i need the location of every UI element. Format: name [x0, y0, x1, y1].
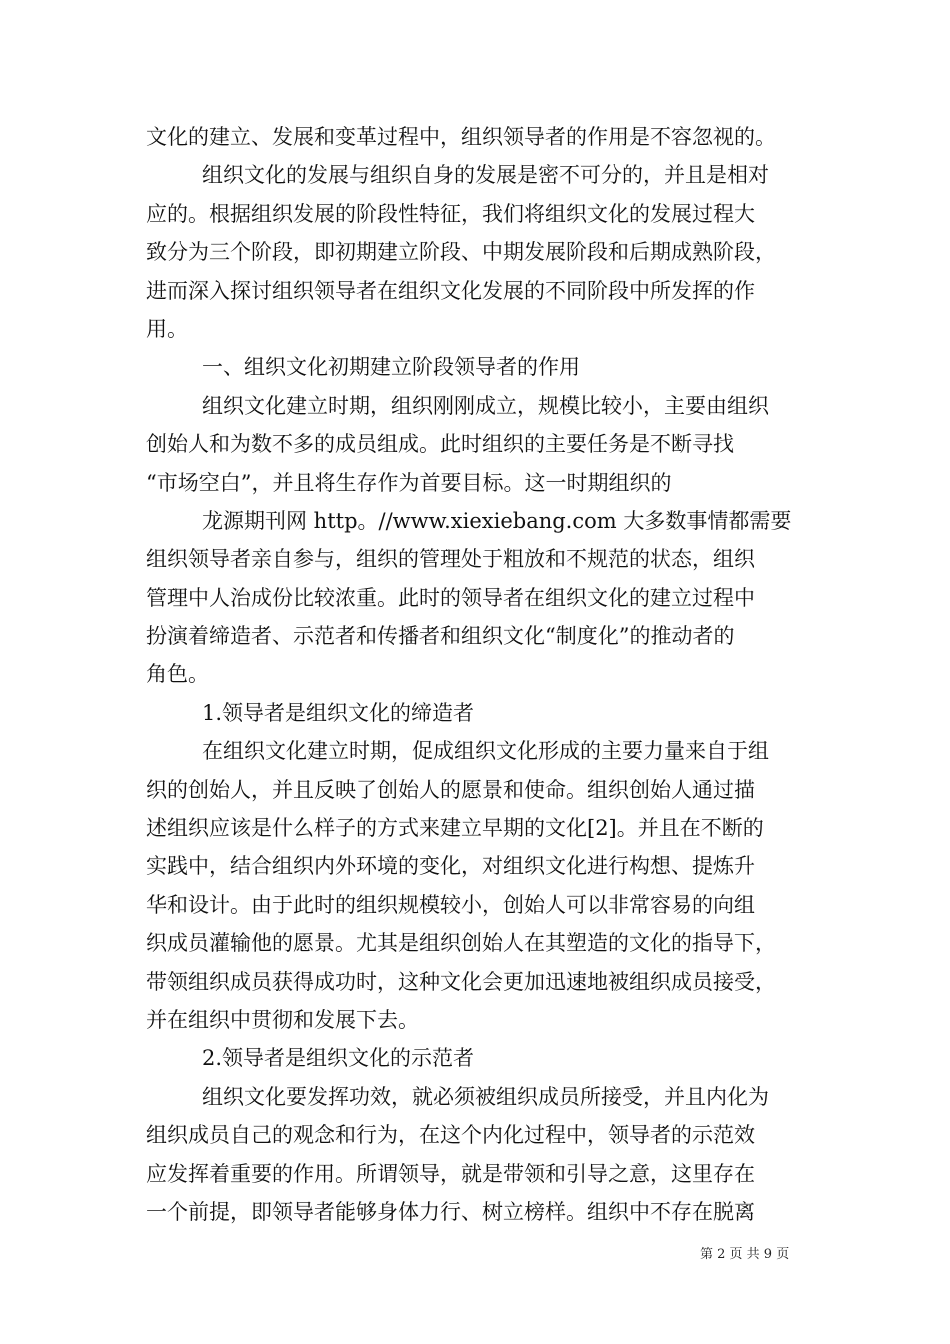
text-line: 应发挥着重要的作用。所谓领导，就是带领和引导之意，这里存在	[146, 1161, 755, 1186]
text-line: 进而深入探讨组织领导者在组织文化发展的不同阶段中所发挥的作	[146, 278, 755, 303]
text-line: 华和设计。由于此时的组织规模较小，创始人可以非常容易的向组	[146, 892, 755, 917]
text-line: 龙源期刊网 http。//www.xiexiebang.com 大多数事情都需要	[202, 508, 792, 533]
text-line: 文化的建立、发展和变革过程中，组织领导者的作用是不容忽视的。	[146, 125, 776, 149]
text-line: 角色。	[146, 662, 209, 687]
text-line: 2.领导者是组织文化的示范者	[202, 1046, 475, 1071]
text-line: “市场空白”，并且将生存作为首要目标。这一时期组织的	[146, 470, 672, 495]
text-line: 一个前提，即领导者能够身体力行、树立榜样。组织中不存在脱离	[146, 1199, 755, 1224]
text-line: 用。	[146, 316, 188, 341]
text-line: 并在组织中贯彻和发展下去。	[146, 1007, 419, 1032]
text-line: 组织领导者亲自参与，组织的管理处于粗放和不规范的状态，组织	[146, 547, 755, 572]
text-line: 织成员灌输他的愿景。尤其是组织创始人在其塑造的文化的指导下，	[146, 931, 776, 956]
text-line: 组织文化建立时期，组织刚刚成立，规模比较小，主要由组织	[202, 393, 769, 418]
text-line: 一、组织文化初期建立阶段领导者的作用	[202, 355, 580, 380]
text-line: 应的。根据组织发展的阶段性特征，我们将组织文化的发展过程大	[146, 201, 755, 226]
text-line: 扮演着缔造者、示范者和传播者和组织文化“制度化”的推动者的	[146, 624, 735, 649]
text-line: 组织文化的发展与组织自身的发展是密不可分的，并且是相对	[202, 163, 769, 188]
document-body	[146, 118, 816, 1231]
text-line: 组织文化要发挥功效，就必须被组织成员所接受，并且内化为	[202, 1084, 769, 1109]
page-number: 第 2 页 共 9 页	[700, 1247, 790, 1262]
text-line: 致分为三个阶段，即初期建立阶段、中期发展阶段和后期成熟阶段，	[146, 240, 776, 265]
text-line: 述组织应该是什么样子的方式来建立早期的文化[2]。并且在不断的	[146, 816, 764, 841]
text-line: 实践中，结合组织内外环境的变化，对组织文化进行构想、提炼升	[146, 854, 755, 879]
text-line: 组织成员自己的观念和行为，在这个内化过程中，领导者的示范效	[146, 1123, 755, 1148]
text-line: 带领组织成员获得成功时，这种文化会更加迅速地被组织成员接受，	[146, 969, 776, 994]
text-line: 1.领导者是组织文化的缔造者	[202, 700, 475, 725]
text-line: 管理中人治成份比较浓重。此时的领导者在组织文化的建立过程中	[146, 585, 755, 610]
text-line: 织的创始人，并且反映了创始人的愿景和使命。组织创始人通过描	[146, 777, 755, 802]
text-line: 在组织文化建立时期，促成组织文化形成的主要力量来自于组	[202, 739, 769, 764]
text-line: 创始人和为数不多的成员组成。此时组织的主要任务是不断寻找	[146, 432, 734, 457]
